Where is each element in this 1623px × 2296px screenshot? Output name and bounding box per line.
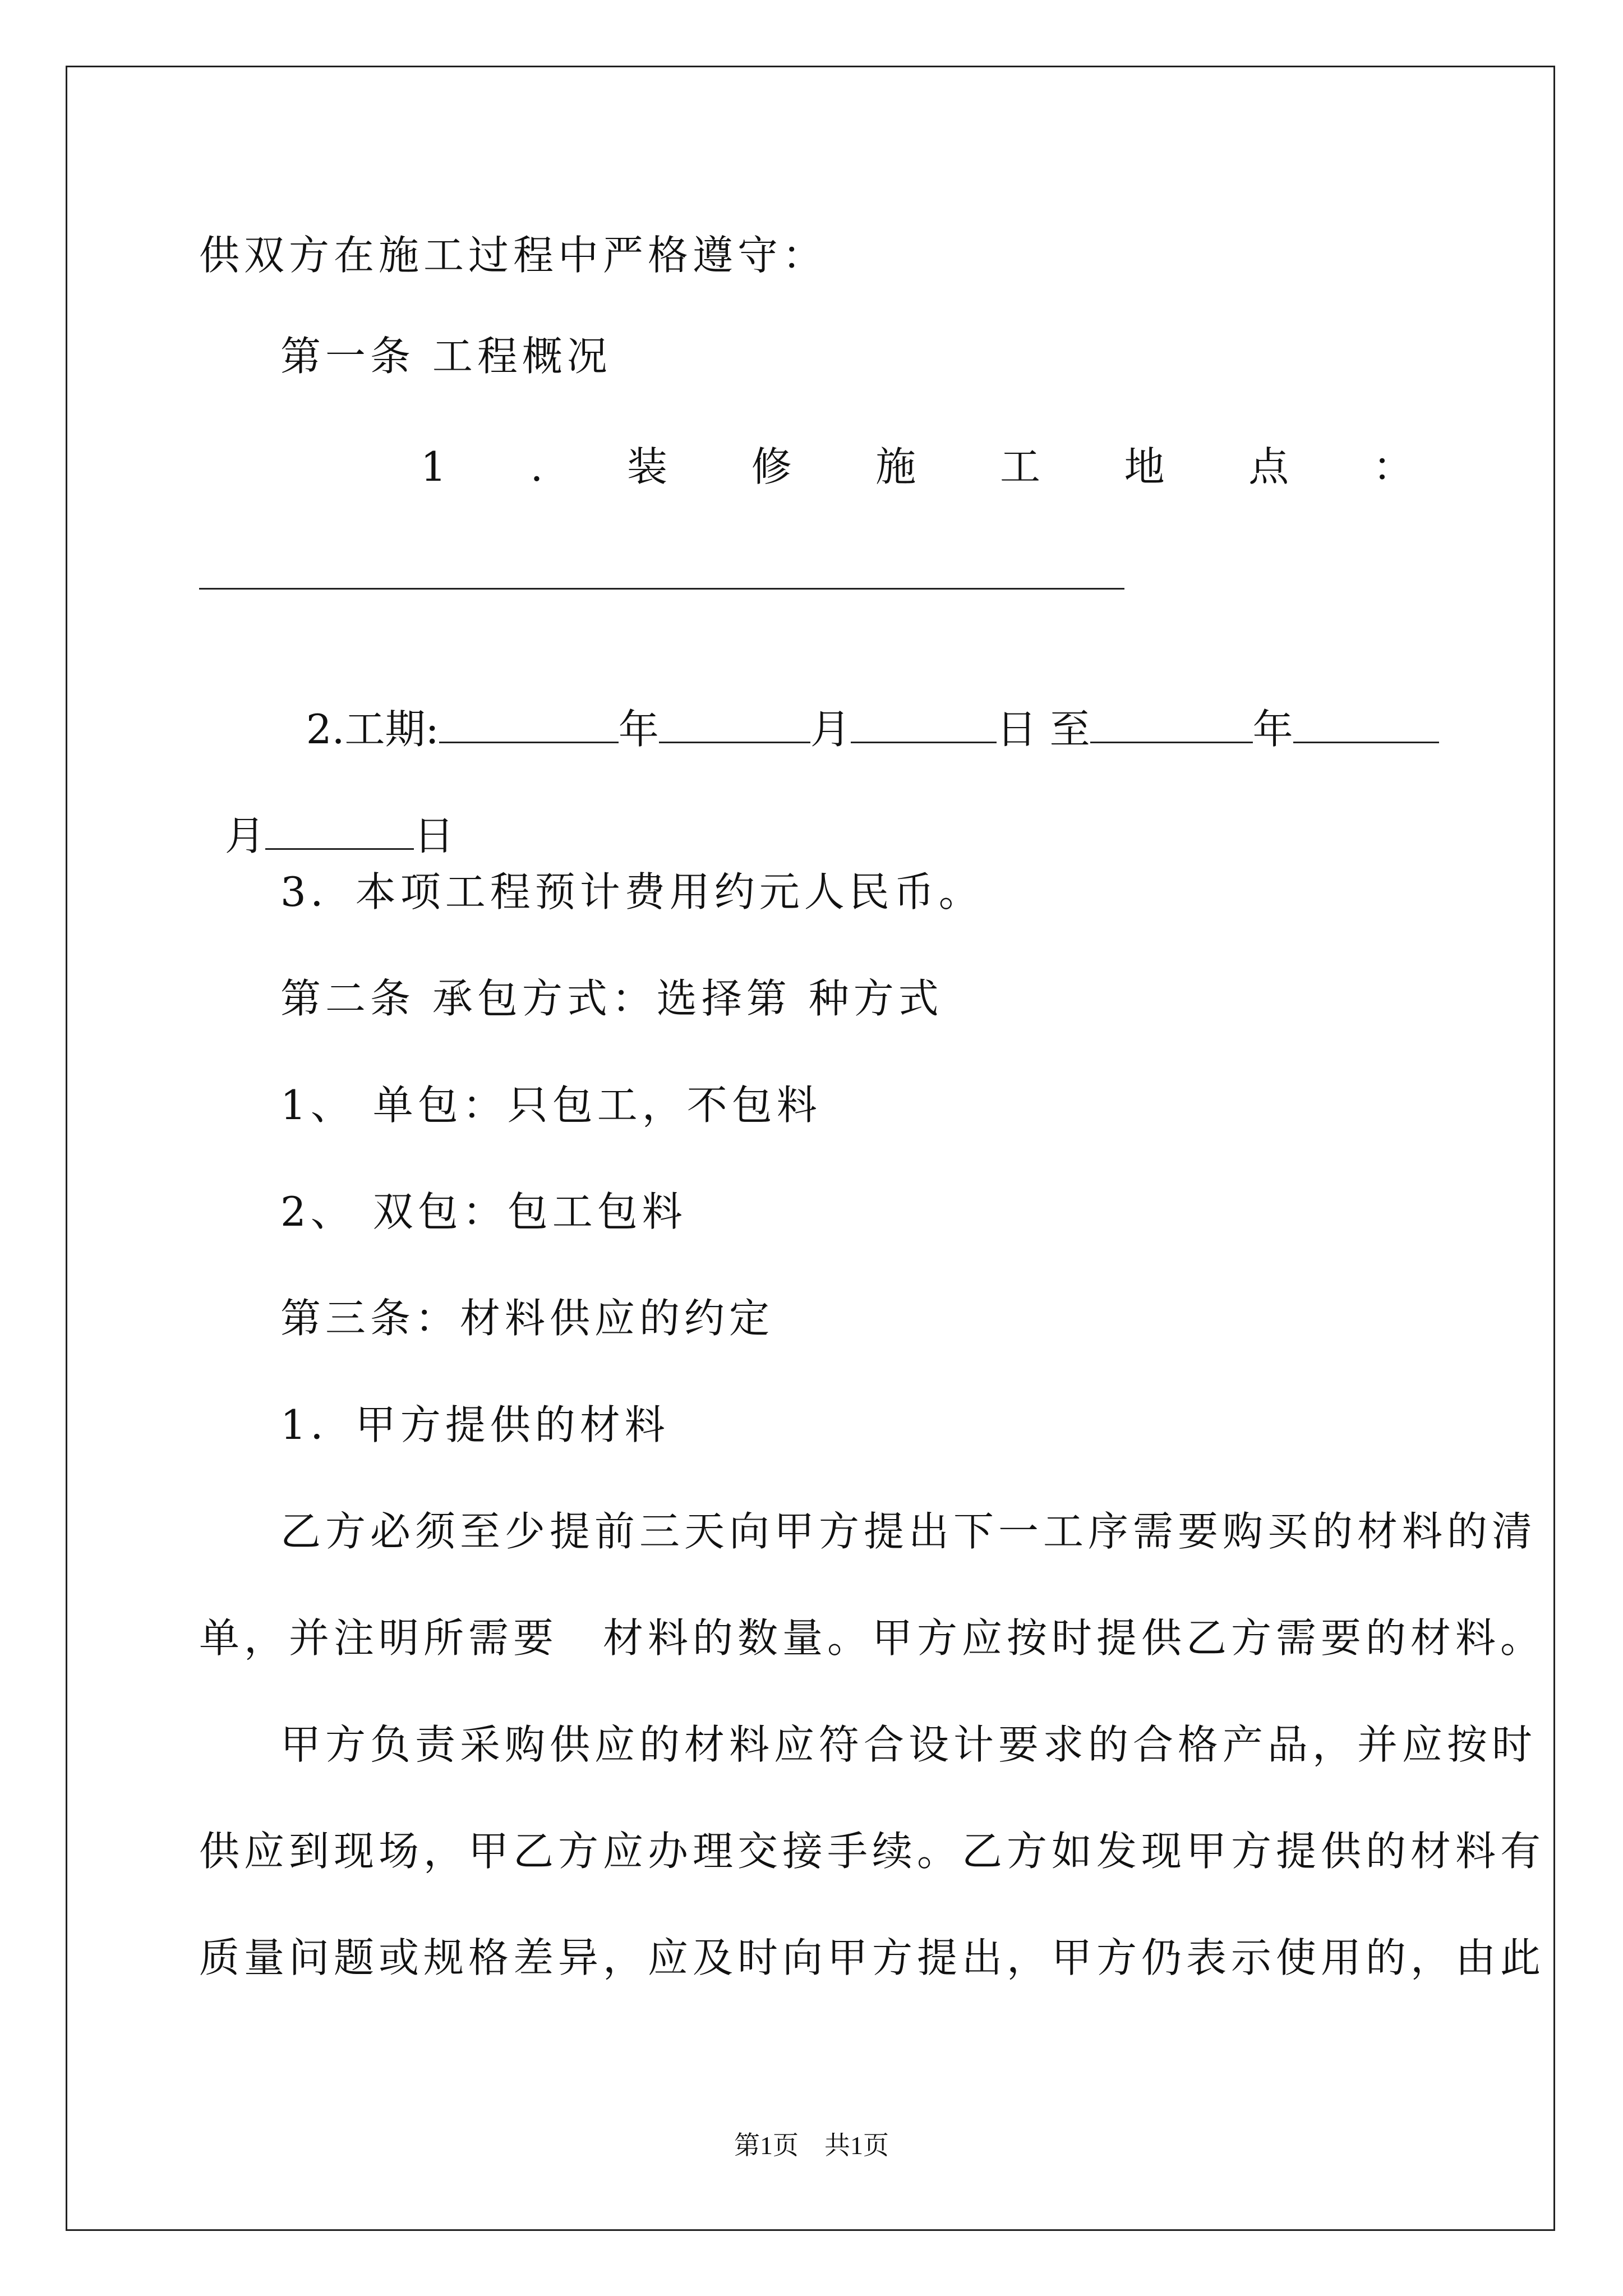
- text-line-intro: 供双方在施工过程中严格遵守：: [199, 232, 828, 279]
- month-label: 月: [810, 706, 851, 753]
- page-border: [66, 66, 1555, 2231]
- month-label: 月: [224, 812, 265, 859]
- blank-year-start: [439, 706, 619, 743]
- char: .: [530, 443, 543, 490]
- paragraph-1-line-1: 乙方必须至少提前三天向甲方提出下一工序需要购买的材料的清: [280, 1508, 1537, 1555]
- day-label: 日: [413, 812, 454, 859]
- paragraph-2-line-2: 供应到现场，甲乙方应办理交接手续。乙方如发现甲方提供的材料有: [199, 1828, 1546, 1875]
- char: 1: [421, 443, 446, 490]
- blank-day-end: [265, 812, 414, 850]
- paragraph-2-line-1: 甲方负责采购供应的材料应符合设计要求的合格产品，并应按时: [280, 1721, 1537, 1768]
- article-2-heading: 第二条 承包方式：选择第 种方式: [280, 975, 943, 1022]
- blank-month-start: [659, 706, 810, 743]
- char: 修: [751, 443, 792, 490]
- blank-day-start: [851, 706, 997, 743]
- option-2: 2、 双包：包工包料: [280, 1188, 687, 1235]
- char: 装: [626, 443, 667, 490]
- char: 工: [999, 443, 1040, 490]
- char: 施: [875, 443, 916, 490]
- blank-year-end: [1090, 706, 1253, 743]
- item-2-duration-cont: [199, 760, 454, 861]
- item-1-location-label: [421, 441, 1413, 492]
- year-label: 年: [1252, 706, 1293, 753]
- year-label: 年: [618, 706, 659, 753]
- char: 点: [1248, 443, 1289, 490]
- location-blank-line: [199, 588, 1124, 590]
- article-3-heading: 第三条：材料供应的约定: [280, 1295, 774, 1342]
- paragraph-1-line-2: 单，并注明所需要 材料的数量。甲方应按时提供乙方需要的材料。: [199, 1614, 1546, 1662]
- char: ：: [1372, 443, 1413, 490]
- option-1: 1、 单包：只包工，不包料: [280, 1082, 822, 1129]
- char: 地: [1124, 443, 1165, 490]
- paragraph-2-line-3: 质量问题或规格差异，应及时向甲方提出，甲方仍表示使用的，由此: [199, 1934, 1546, 1981]
- blank-month-end: [1293, 706, 1439, 743]
- page-number-footer: 第1页 共1页: [734, 2131, 889, 2160]
- day-to-label: 日 至: [996, 706, 1090, 753]
- item-2-duration: [280, 654, 1439, 754]
- article-1-heading: 第一条 工程概况: [280, 333, 612, 380]
- sub-item-1: 1．甲方提供的材料: [280, 1401, 670, 1448]
- duration-label: 2.工期:: [306, 706, 439, 753]
- item-3-cost: 3．本项工程预计费用约元人民币。: [280, 868, 984, 915]
